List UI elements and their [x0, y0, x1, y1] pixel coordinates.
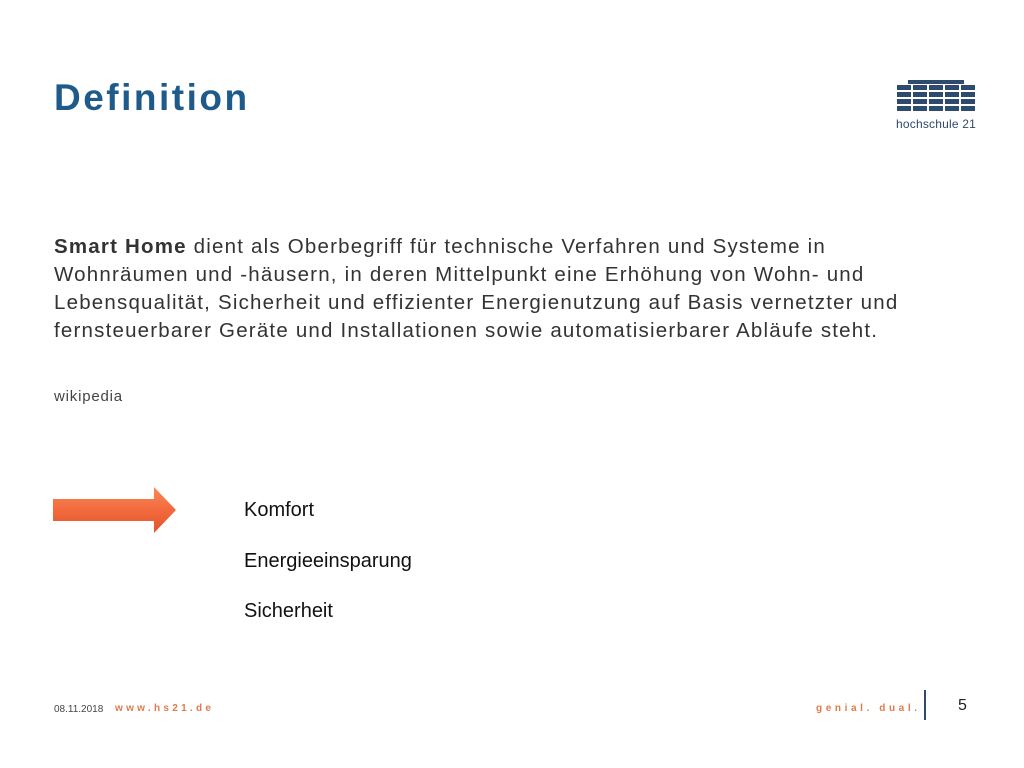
arrow-right-icon	[52, 486, 178, 534]
footer-slogan: genial. dual.	[816, 703, 921, 714]
keyword-item: Energieeinsparung	[244, 549, 412, 572]
definition-body: dient als Oberbegriff für technische Verfahren und Systeme in Wohnräumen und -häusern, in deren Mittelpunkt eine Erhöhung von Wohn- und Lebensqualität, Sicherheit und effizienter Energienutzung auf Basis vernetzter und fernsteuerbarer Geräte und Installationen sowie automatisierbarer Abläufe steht.	[54, 235, 899, 342]
definition-text	[54, 233, 959, 345]
keyword-item: Komfort	[244, 499, 315, 521]
logo-text: hochschule 21	[896, 117, 976, 131]
keyword-list	[244, 498, 412, 650]
footer-divider	[924, 690, 926, 720]
logo-roof	[908, 80, 964, 84]
footer-date: 08.11.2018	[54, 704, 104, 715]
building-logo-icon	[896, 80, 976, 116]
hochschule-21-logo	[896, 80, 976, 134]
definition-term: Smart Home	[54, 235, 187, 258]
footer-url-link[interactable]: www.hs21.de	[115, 703, 215, 714]
slide-title: Definition	[54, 77, 250, 118]
source-label: wikipedia	[54, 388, 123, 405]
keyword-item: Sicherheit	[244, 600, 333, 622]
page-number: 5	[958, 697, 967, 714]
